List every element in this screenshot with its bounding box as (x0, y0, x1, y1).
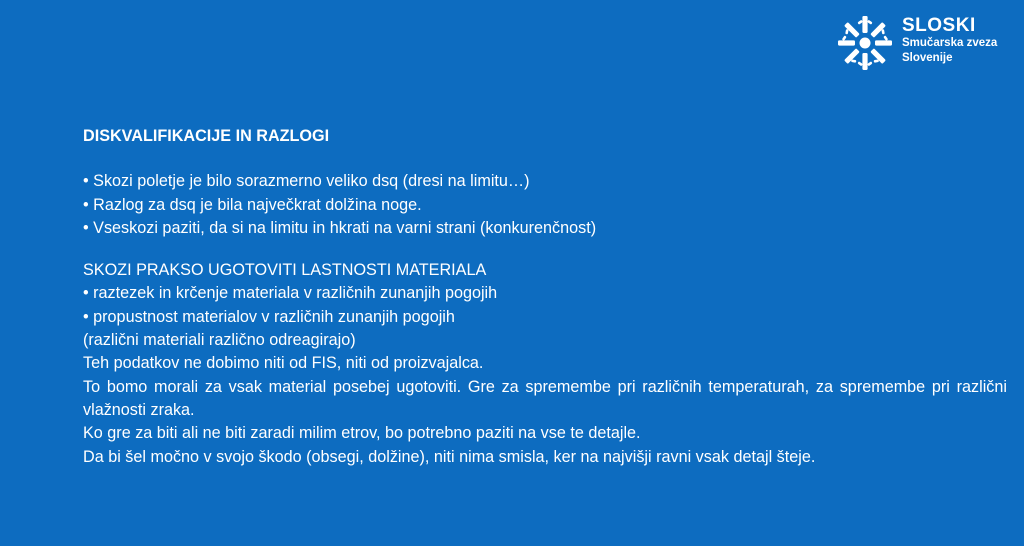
snowflake-logo-icon (836, 14, 894, 72)
section2-line-1: • raztezek in krčenje materiala v različnih zunanjih pogojih (83, 284, 498, 303)
sloski-logo (836, 14, 1016, 72)
section1-bullet-1: • Skozi poletje je bilo sorazmerno veliko dsq (dresi na limitu…) (83, 172, 530, 191)
section2-closing-2: Da bi šel močno v svojo škodo (obsegi, dolžine), niti nima smisla, ker na najvišji ravni vsak detajl šteje. (83, 447, 816, 466)
logo-text (902, 16, 1016, 66)
logo-subtitle-line2: Slovenije (902, 52, 953, 64)
slide-content (83, 125, 1007, 469)
section2-line-4: Teh podatkov ne dobimo niti od FIS, niti od proizvajalca. (83, 354, 484, 373)
section2-line-3: (različni materiali različno odreagirajo) (83, 331, 356, 350)
section1-heading: DISKVALIFIKACIJE IN RAZLOGI (83, 127, 330, 145)
spacer (83, 240, 1007, 259)
logo-title: SLOSKI (902, 15, 976, 36)
logo-subtitle-line1: Smučarska zveza (902, 37, 998, 49)
section1-bullet-2: • Razlog za dsq je bila največkrat dolžina noge. (83, 195, 422, 214)
spacer (83, 148, 1007, 170)
section2-closing-1: Ko gre za biti ali ne biti zaradi milim etrov, bo potrebno paziti na vse te detajle. (83, 424, 641, 443)
section2-paragraph: To bomo morali za vsak material posebej ugotoviti. Gre za spremembe pri različnih temperaturah, za spremembe pri različni vlažnosti zraka. (83, 377, 1007, 419)
section2-heading: SKOZI PRAKSO UGOTOVITI LASTNOSTI MATERIALA (83, 261, 487, 280)
section1-bullet-3: • Vseskozi paziti, da si na limitu in hkrati na varni strani (konkurenčnost) (83, 218, 597, 237)
section2-line-2: • propustnost materialov v različnih zunanjih pogojih (83, 307, 455, 326)
